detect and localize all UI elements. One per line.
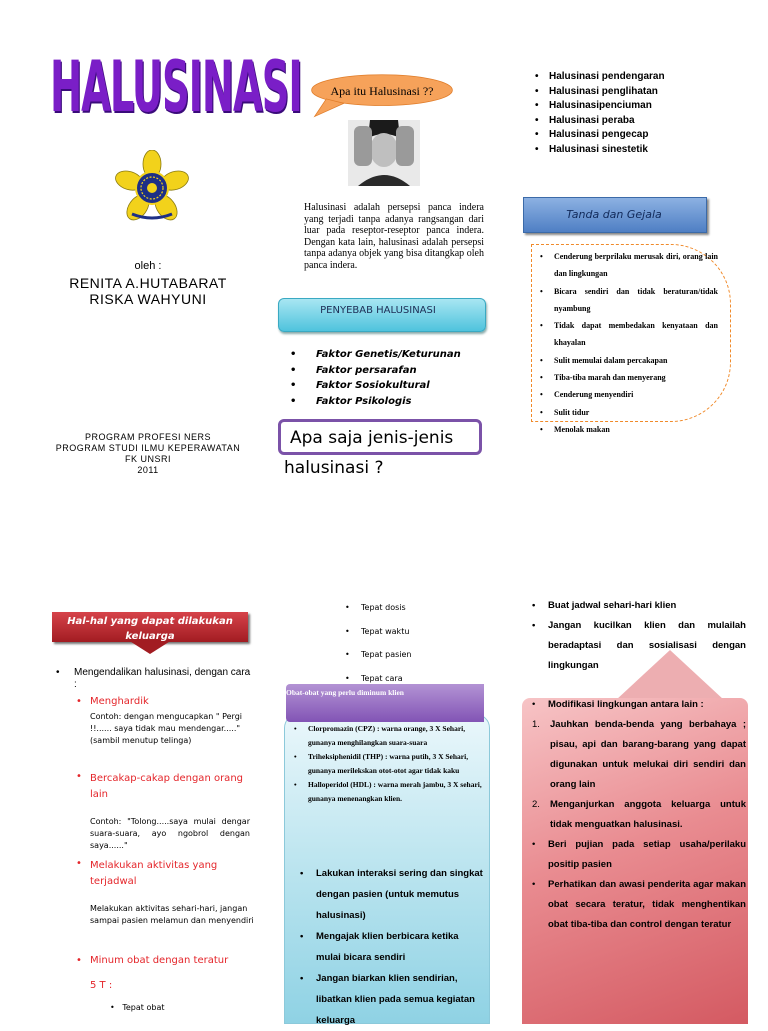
author-name: RISKA WAHYUNI <box>89 291 207 307</box>
bullet: • <box>56 667 60 678</box>
causes-list <box>290 347 490 409</box>
list-item-text: Menganjurkan anggota keluarga untuk tidak menguatkan halusinasi. <box>550 799 746 830</box>
list-item-text: Beri pujian pada setiap usaha/perilaku positip pasien <box>548 839 746 870</box>
list-item: • Jangan biarkan klien sendirian, libatkan klien pada semua kegiatan keluarga <box>300 968 484 1031</box>
list-item <box>532 835 746 875</box>
author-name: RENITA A.HUTABARAT <box>69 275 227 291</box>
author-list <box>40 275 256 307</box>
causes-header-label: PENYEBAB HALUSINASI <box>320 305 436 316</box>
list-item: • Faktor Genetis/Keturunan <box>290 347 490 363</box>
list-item <box>532 795 746 835</box>
list-item-text: Modifikasi lingkungan antara lain : <box>548 699 704 710</box>
tepat-obat-item <box>110 1003 164 1012</box>
signs-header-label: Tanda dan Gejala <box>566 208 662 221</box>
list-item: • Tepat dosis <box>345 596 411 620</box>
university-logo <box>114 150 190 226</box>
signs-list <box>540 248 718 438</box>
drug-list <box>294 722 482 806</box>
list-item <box>532 715 746 795</box>
list-item: • Cenderung menyendiri <box>540 386 718 403</box>
list-item: • Sulit tidur <box>540 404 718 421</box>
program-line: FK UNSRI <box>124 454 171 464</box>
number-marker: 1. <box>532 719 540 730</box>
bullet: • <box>110 1003 123 1012</box>
method-example: Contoh: dengan mengucapkan " Pergi !!...... saya tidak mau mendengar....." (sambil menutup telinga) <box>90 712 243 745</box>
list-item: • Clorpromazin (CPZ) : warna orange, 3 X Sehari, gunanya menghilangkan suara-suara <box>294 722 482 750</box>
bullet: • <box>532 879 536 890</box>
list-item: • Faktor Sosiokultural <box>290 378 490 394</box>
list-item-text: Perhatikan dan awasi penderita agar makan obat secara teratur, tidak menghentikan obat tiba-tiba dan control dengan teratur <box>548 879 746 930</box>
program-line: PROGRAM STUDI ILMU KEPERAWATAN <box>55 443 241 453</box>
definition-text: Halusinasi adalah persepsi panca indera yang terjadi tanpa adanya rangsangan dari luar pada reseptor-reseptor panca indera. Dengan kata lain, halusinasi adalah persepsi tanpa adanya objek yang bisa ditangkap oleh panca indera. <box>304 202 484 271</box>
family-header-label: Hal-hal yang dapat dilakukan keluarga <box>67 616 233 642</box>
control-intro-text: Mengendalikan halusinasi, dengan cara : <box>74 667 251 690</box>
list-item: • Halusinasi pendengaran <box>535 70 755 85</box>
method-aktivitas: Melakukan aktivitas yang terjadwal <box>90 860 218 887</box>
interaction-tips-list <box>300 863 484 1031</box>
method-example: Melakukan aktivitas sehari-hari, jangan sampai pasien melamun dan menyendiri <box>90 904 254 925</box>
five-t-list <box>345 596 411 690</box>
list-item: • Lakukan interaksi sering dan singkat dengan pasien (untuk memutus halusinasi) <box>300 863 484 926</box>
environment-modification-list <box>532 695 746 935</box>
list-item: • Halusinasi pengecap <box>535 128 755 143</box>
author-prefix: oleh : <box>134 260 162 272</box>
speech-bubble-text: Apa itu Halusinasi ?? <box>330 84 434 98</box>
list-item: • Sulit memulai dalam percakapan <box>540 352 718 369</box>
method-example: Contoh: "Tolong.....saya mulai dengar suara-suara, ayo ngobrol dengan saya......" <box>90 817 250 850</box>
control-intro <box>56 667 252 691</box>
list-item <box>532 875 746 935</box>
list-item: • Faktor Psikologis <box>290 394 490 410</box>
list-item: • Menolak makan <box>540 421 718 438</box>
tepat-obat-text: Tepat obat <box>122 1003 165 1012</box>
list-item: • Triheksiphenidil (THP) : warna putih, 3 X Sehari, gunanya merilekskan otot-otot agar tidak kaku <box>294 750 482 778</box>
bullet: • <box>76 955 82 966</box>
number-marker: 2. <box>532 799 540 810</box>
hallucination-types-list <box>535 70 755 157</box>
five-t-label: 5 T : <box>90 980 113 991</box>
list-item <box>532 695 746 715</box>
method-minum-obat: Minum obat dengan teratur <box>90 955 229 966</box>
list-item: • Cenderung berprilaku merusak diri, orang lain dan lingkungan <box>540 248 718 283</box>
distressed-person-photo <box>348 120 420 186</box>
list-item: • Halusinasi penglihatan <box>535 85 755 100</box>
list-item: • Halusinasipenciuman <box>535 99 755 114</box>
list-item: • Mengajak klien berbicara ketika mulai bicara sendiri <box>300 926 484 968</box>
list-item: • Halusinasi peraba <box>535 114 755 129</box>
bullet: • <box>76 771 82 782</box>
bullet: • <box>76 696 82 707</box>
list-item: • Tiba-tiba marah dan menyerang <box>540 369 718 386</box>
list-item: • Faktor persarafan <box>290 363 490 379</box>
list-item-text: Jauhkan benda-benda yang berbahaya ; pisau, api dan barang-barang yang dapat digunakan untuk melukai diri sendiri dan orang lain <box>550 719 746 790</box>
list-item: • Halusinasi sinestetik <box>535 143 755 158</box>
types-question-line1: Apa saja jenis-jenis <box>290 428 454 448</box>
list-item: • Bicara sendiri dan tidak beraturan/tidak nyambung <box>540 283 718 318</box>
list-item: • Tepat cara <box>345 667 411 691</box>
list-item: • Buat jadwal sehari-hari klien <box>532 596 746 616</box>
list-item: • Tidak dapat membedakan kenyataan dan khayalan <box>540 317 718 352</box>
list-item: • Tepat waktu <box>345 620 411 644</box>
method-menghardik: Menghardik <box>90 696 149 707</box>
bullet: • <box>76 858 82 869</box>
brochure-title: HALUSINASI <box>50 46 302 128</box>
list-item: • Jangan kucilkan klien dan mulailah beradaptasi dan sosialisasi dengan lingkungan <box>532 616 746 676</box>
program-line: PROGRAM PROFESI NERS <box>84 432 211 442</box>
program-info <box>40 432 256 476</box>
list-item: • Tepat pasien <box>345 643 411 667</box>
types-question-line2: halusinasi ? <box>284 458 384 478</box>
program-line: 2011 <box>137 465 159 475</box>
method-bercakap: Bercakap-cakap dengan orang lain <box>90 773 243 800</box>
bullet: • <box>532 839 536 850</box>
medication-header-label: Obat-obat yang perlu diminum klien <box>286 688 404 697</box>
bullet: • <box>532 699 536 710</box>
list-item: • Halloperidol (HDL) : warna merah jambu, 3 X sehari, gunanya menenangkan klien. <box>294 778 482 806</box>
care-top-list <box>532 596 746 676</box>
